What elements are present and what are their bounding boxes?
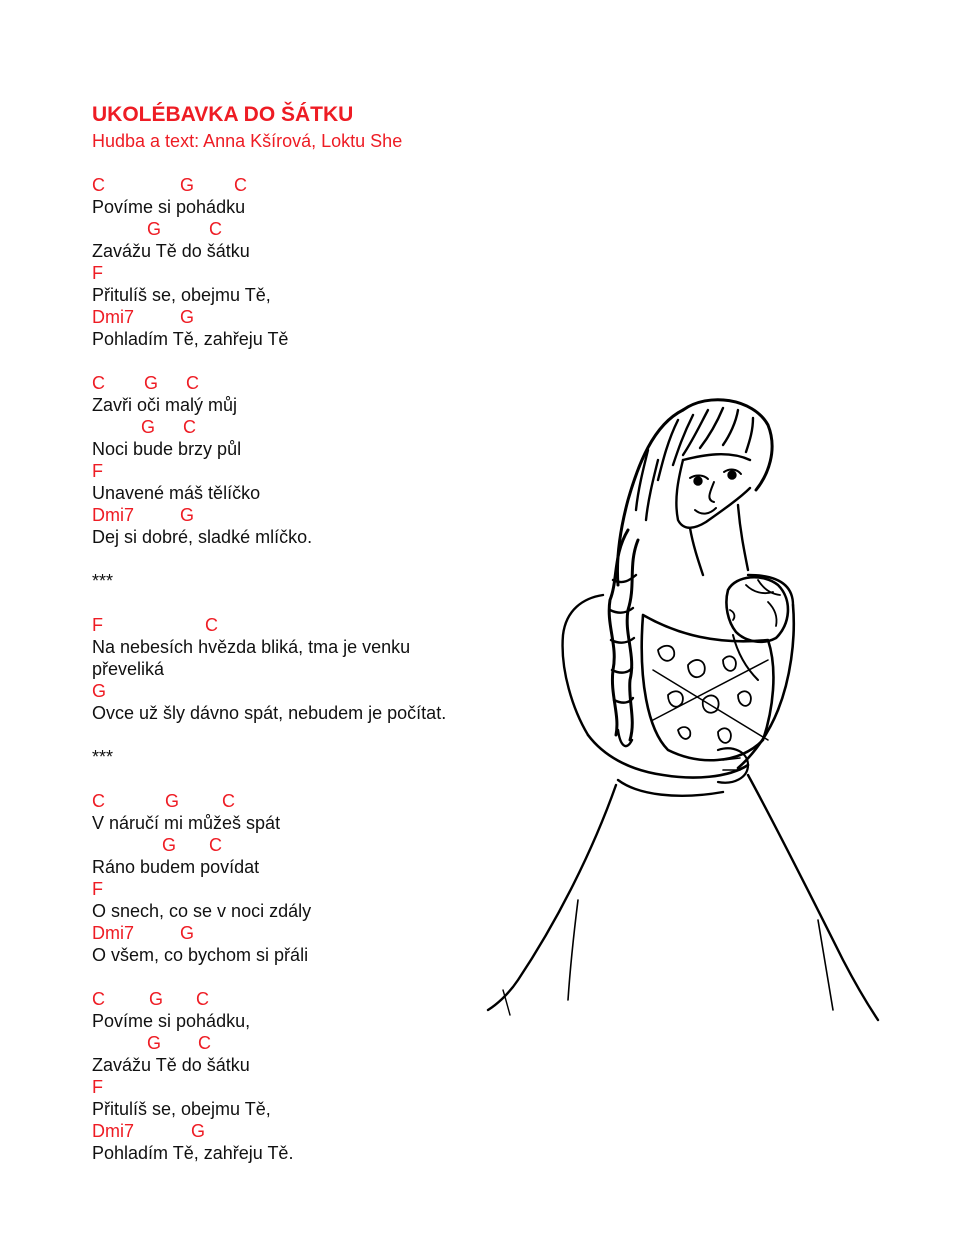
chord: C — [209, 835, 222, 855]
chord: C — [92, 989, 105, 1009]
lyric-line: Přitulíš se, obejmu Tě, — [92, 285, 271, 305]
lyric-line: *** — [92, 571, 114, 591]
chord: G — [149, 989, 164, 1009]
chord: C — [196, 989, 209, 1009]
lyric-line: *** — [92, 747, 114, 767]
chord: C — [205, 615, 218, 635]
chord: F — [92, 615, 103, 635]
chord: Dmi7 — [92, 1121, 135, 1141]
chord: C — [183, 417, 196, 437]
song-credits: Hudba a text: Anna Kšírová, Loktu She — [92, 131, 403, 151]
chord-line — [92, 460, 492, 482]
lyric-line: Dej si dobré, sladké mlíčko. — [92, 527, 313, 547]
lyric-line: O všem, co bychom si přáli — [92, 945, 309, 965]
chord: Dmi7 — [92, 505, 135, 525]
chord-line — [92, 922, 492, 944]
mother-with-baby-illustration — [478, 380, 888, 1030]
chord: F — [92, 263, 103, 283]
chord: G — [180, 307, 195, 327]
chord: F — [92, 461, 103, 481]
chord: C — [92, 791, 105, 811]
chord: G — [144, 373, 159, 393]
chord: C — [234, 175, 247, 195]
lyric-line: O snech, co se v noci zdály — [92, 901, 312, 921]
chord-line — [92, 174, 492, 196]
lyric-line: Zavři oči malý můj — [92, 395, 238, 415]
lyric-line: Přitulíš se, obejmu Tě, — [92, 1099, 271, 1119]
chord: C — [186, 373, 199, 393]
chord: C — [222, 791, 235, 811]
chord-line — [92, 218, 492, 240]
chord-line — [92, 262, 492, 284]
chord-line — [92, 504, 492, 526]
chord-line — [92, 372, 492, 394]
chord: G — [162, 835, 177, 855]
chord: G — [180, 505, 195, 525]
lyric-line: Ovce už šly dávno spát, nebudem je počítat. — [92, 703, 447, 723]
chord-line — [92, 988, 492, 1010]
chord-line — [92, 614, 492, 636]
chord: G — [92, 681, 107, 701]
lyric-line: Pohladím Tě, zahřeju Tě — [92, 329, 289, 349]
lyric-line: Zavážu Tě do šátku — [92, 241, 250, 261]
chord: G — [147, 1033, 162, 1053]
song-title: UKOLÉBAVKA DO ŠÁTKU — [92, 103, 354, 126]
chord: F — [92, 879, 103, 899]
chord: Dmi7 — [92, 307, 135, 327]
chord: G — [180, 923, 195, 943]
chord: G — [147, 219, 162, 239]
lyric-line: Unavené máš tělíčko — [92, 483, 261, 503]
chord: F — [92, 1077, 103, 1097]
lyric-line: Povíme si pohádku — [92, 197, 246, 217]
chord-line — [92, 1032, 492, 1054]
chord-line — [92, 1120, 492, 1142]
lyric-line: Ráno budem povídat — [92, 857, 260, 877]
chord-line — [92, 1076, 492, 1098]
chord-line — [92, 790, 492, 812]
chord: C — [92, 373, 105, 393]
lyric-line: Noci bude brzy půl — [92, 439, 242, 459]
chord: G — [165, 791, 180, 811]
chord-line — [92, 416, 492, 438]
chord: G — [141, 417, 156, 437]
chord: C — [198, 1033, 211, 1053]
lyric-line: Pohladím Tě, zahřeju Tě. — [92, 1143, 294, 1163]
lyric-line: Na nebesích hvězda bliká, tma je venku — [92, 637, 411, 657]
chord: G — [180, 175, 195, 195]
chord-line — [92, 834, 492, 856]
chord: G — [191, 1121, 206, 1141]
chord-line — [92, 306, 492, 328]
mother-with-baby-in-sling-drawing-icon — [478, 380, 888, 1030]
chord: C — [209, 219, 222, 239]
chord-line — [92, 680, 492, 702]
lyric-line: Povíme si pohádku, — [92, 1011, 251, 1031]
chord: Dmi7 — [92, 923, 135, 943]
chord-line — [92, 878, 492, 900]
chord: C — [92, 175, 105, 195]
lyric-line: V náručí mi můžeš spát — [92, 813, 281, 833]
lyric-line: převeliká — [92, 659, 165, 679]
lyric-line: Zavážu Tě do šátku — [92, 1055, 250, 1075]
